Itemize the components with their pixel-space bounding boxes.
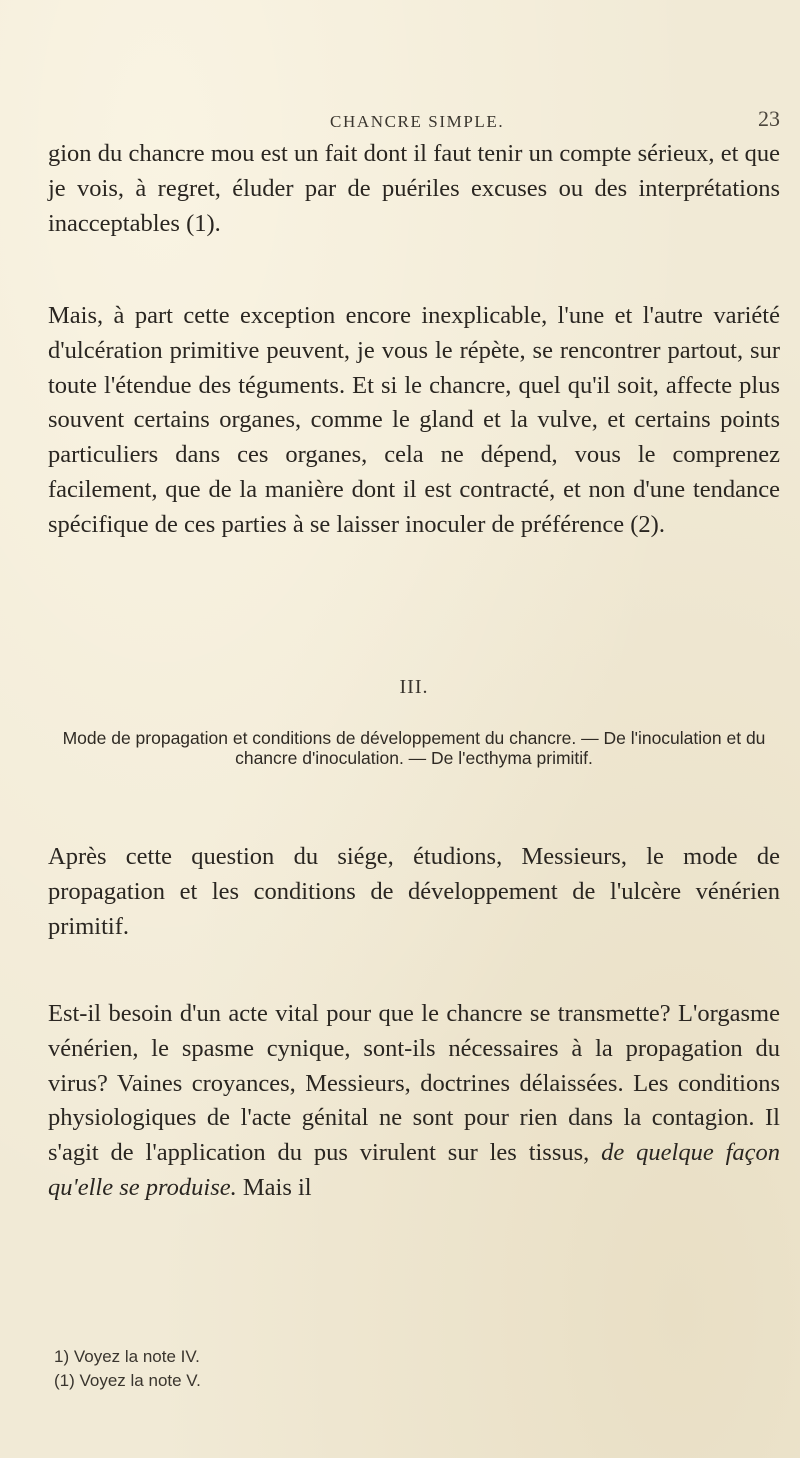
paragraph-3: Après cette question du siége, étudions, Messieurs, le mode de propagation et les conditions de développement de l'ulcère vénérien primitif.: [48, 843, 780, 940]
paragraph-2: Mais, à part cette exception encore inexplicable, l'une et l'autre variété d'ulcération primitive peuvent, je vous le répète, se rencontrer partout, sur toute l'étendue des téguments. Et si le chancre, quel qu'il soit, affecte plus souvent certains organes, comme le gland et la vulve, et certains points particuliers dans ces organes, cela ne dépend, vous le comprenez facilement, que de la manière dont il est contracté, et non d'une tendance spécifique de ces parties à se laisser inoculer de préférence (2).: [48, 302, 780, 538]
running-title: CHANCRE SIMPLE.: [330, 112, 505, 131]
paragraph-4-italic: de quelque façon qu'elle se produise.: [48, 1139, 780, 1201]
footnote-2: (1) Voyez la note V.: [54, 1371, 201, 1390]
paragraph-4: [48, 997, 780, 1206]
paragraph-4-tail: Mais il: [236, 1173, 312, 1201]
footnote-1: 1) Voyez la note IV.: [54, 1347, 200, 1366]
paragraph-1: gion du chancre mou est un fait dont il faut tenir un compte sérieux, et que je vois, à regret, éluder par de puériles excuses ou des interprétations inacceptables (1).: [48, 140, 780, 237]
page-number: 23: [758, 106, 780, 131]
paragraph-4-text: Est-il besoin d'un acte vital pour que le chancre se transmette? L'orgasme vénérien, le spasme cynique, sont-ils nécessaires à la propagation du virus? Vaines croyances, Messieurs, doctrines délaissées. Les conditions physiologiques de l'acte génital ne sont pour rien dans la contagion. Il s'agit de l'application du pus virulent sur les tissus,: [48, 1000, 780, 1167]
section-summary: Mode de propagation et conditions de développement du chancre. — De l'inoculation et du chancre d'inoculation. — De l'ecthyma primitif.: [62, 728, 766, 768]
running-head: [48, 106, 782, 136]
footnotes: [54, 1345, 774, 1393]
book-page: [48, 0, 782, 1458]
section-number: III.: [399, 676, 429, 698]
